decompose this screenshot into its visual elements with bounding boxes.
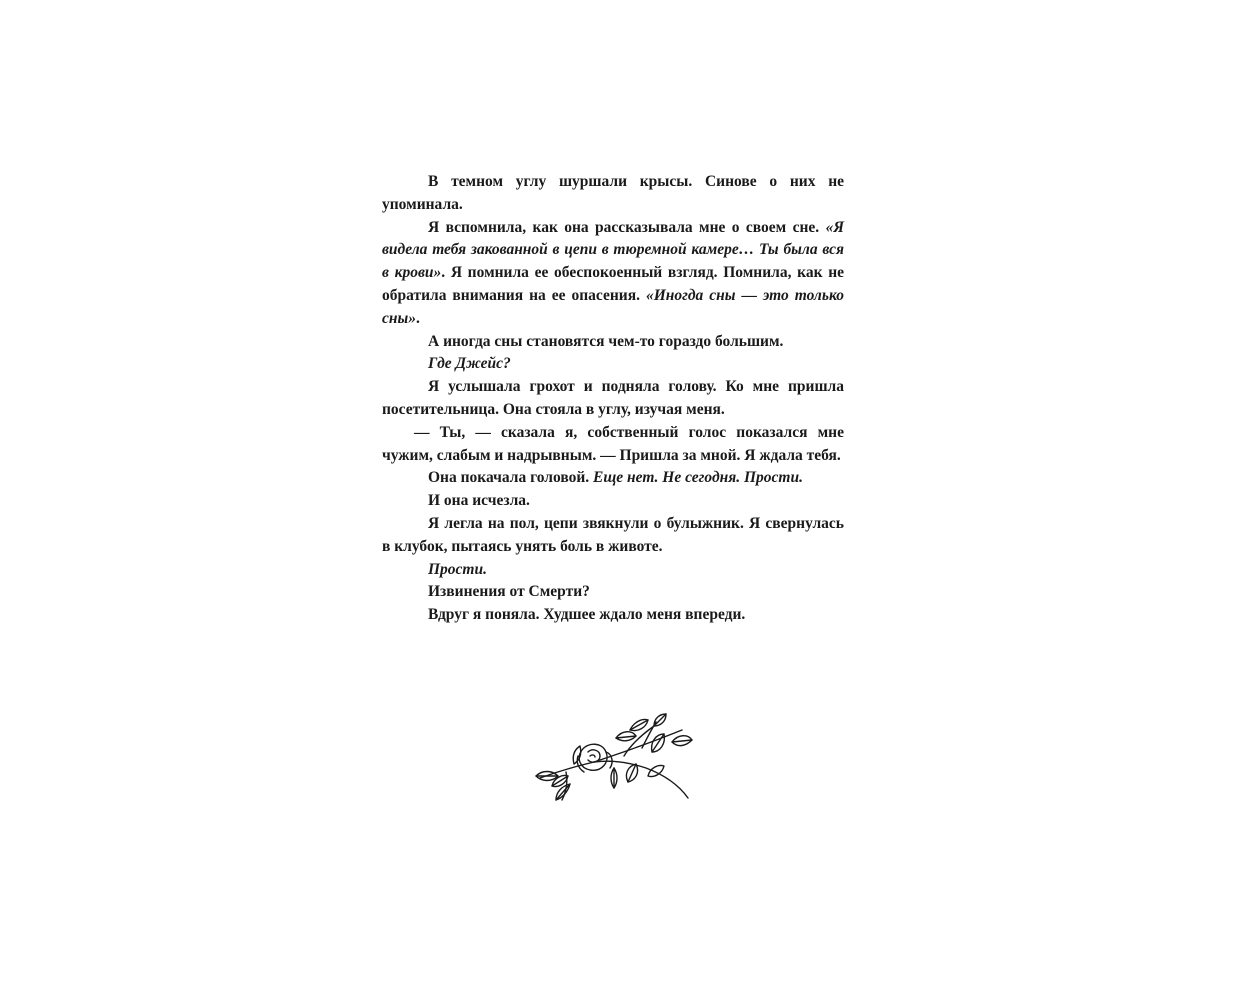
paragraph-9 <box>382 513 844 559</box>
text-run: Я услышала грохот и подняла голову. Ко мне пришла посетительница. Она стояла в углу, изучая меня. <box>382 378 844 418</box>
paragraph-5 <box>382 376 844 422</box>
paragraph-3 <box>382 331 844 354</box>
paragraph-1 <box>382 171 844 217</box>
paragraph-12 <box>382 604 844 627</box>
italic-thought: Где Джейс? <box>428 355 511 373</box>
text-run: . <box>416 309 420 327</box>
text-run: — Ты, — сказала я, собственный голос показался мне чужим, слабым и надрывным. — Пришла за мной. Я ждала тебя. <box>382 423 844 464</box>
paragraph-2 <box>382 217 844 331</box>
italic-reply: Еще нет. Не сегодня. Прости. <box>593 469 803 487</box>
paragraph-4 <box>382 353 844 376</box>
text-run: Извинения от Смерти? <box>428 583 590 601</box>
italic-quote-dreams: «Иногда сны — это только сны» <box>382 286 844 327</box>
italic-sorry: Прости. <box>428 560 487 578</box>
rose-branch-icon <box>532 712 698 806</box>
paragraph-8 <box>382 490 844 513</box>
text-run: . Я помнила ее обеспокоенный взгляд. Помнила, как не обратила внимания на ее опасения. <box>382 264 845 304</box>
paragraph-10 <box>382 559 844 582</box>
italic-quote-dream: «Я видела тебя закованной в цепи в тюремной камере… Ты была вся в крови» <box>382 218 844 282</box>
paragraph-6-dialog <box>382 422 844 468</box>
text-run: Я легла на пол, цепи звякнули о булыжник. Я свернулась в клубок, пытаясь унять боль в животе. <box>382 514 844 555</box>
text-run: В темном углу шуршали крысы. Синове о них не упоминала. <box>382 173 844 213</box>
text-run: Я вспомнила, как она рассказывала мне о своем сне. <box>428 218 826 236</box>
book-page-text <box>382 171 844 627</box>
paragraph-11 <box>382 581 844 604</box>
paragraph-7 <box>382 467 844 490</box>
text-run: А иногда сны становятся чем-то гораздо большим. <box>428 332 784 350</box>
text-run: Вдруг я поняла. Худшее ждало меня впереди. <box>428 606 746 624</box>
text-run: Она покачала головой. <box>428 469 594 487</box>
text-run: И она исчезла. <box>428 492 530 510</box>
